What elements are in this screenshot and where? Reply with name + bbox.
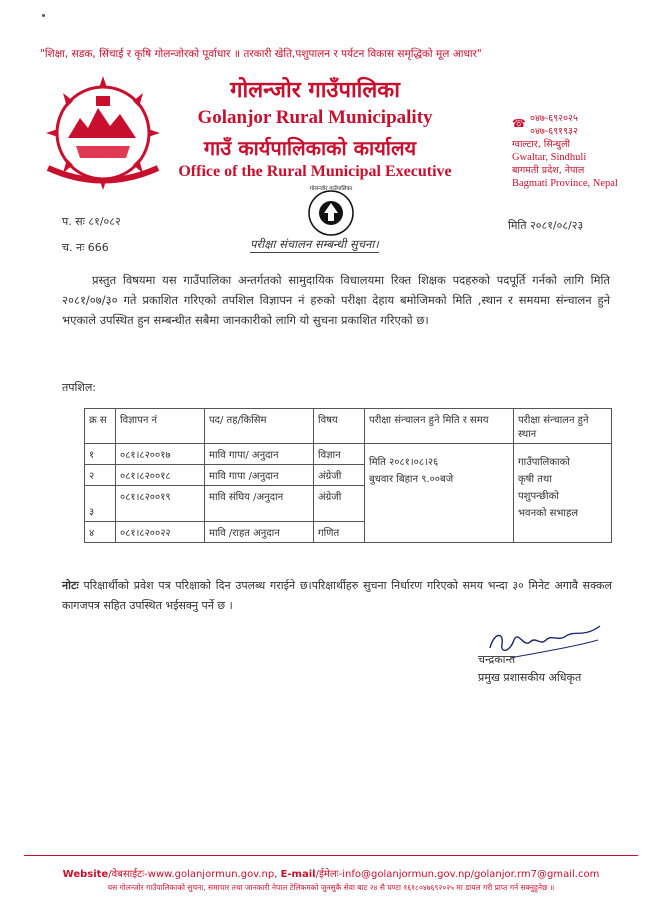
venue-line-2: कृषी तथा <box>518 474 552 485</box>
dispatch-number: च. नः 666 <box>62 241 109 254</box>
cell-subject: अंग्रेजी <box>314 465 365 486</box>
note-label: नोटः <box>62 579 79 592</box>
reference-number: प. सः ८१/०८२ <box>62 215 121 228</box>
header-sn: क्र स <box>85 409 116 444</box>
website-link[interactable]: www.golanjormun.gov.np, <box>147 869 278 880</box>
municipality-name-np: गोलन्जोर गाउँपालिका <box>230 78 400 103</box>
venue-line-1: गाउँपालिकाको <box>518 457 570 468</box>
cell-subject: विज्ञान <box>314 444 365 465</box>
header-exam-venue: परीक्षा संन्चालन हुने स्थान <box>514 409 612 444</box>
cell-ad-no: ०८१।८२००१७ <box>116 444 205 465</box>
footer-hotline-notice: यस गोलन्जोर गाउँपालिकाको सुचना, समाचार तथा जानकारी नेपाल टेलिकमको जुनसुकै सेवा बाट २४ सै घण्टा १६१८०४७६९२०२५ मा डायल गरी प्राप्त गर्न सक्नुहुनेछ ॥ <box>107 883 555 892</box>
cell-ad-no: ०८१।८२००१९ <box>116 486 205 522</box>
cell-post: मावि गापा /अनुदान <box>205 465 314 486</box>
footer-divider <box>24 855 638 856</box>
letter-date: मिति २०८१/०८/२३ <box>508 219 584 232</box>
municipality-logo <box>28 68 178 198</box>
cell-post: मावि संघिय /अनुदान <box>205 486 314 522</box>
slogan: "शिक्षा, सडक, सिंचाई र कृषि गोलन्जोरको पूर्वाधार ॥ तरकारी खेति,पशुपालन र पर्यटन विकास समृद्धिको मूल आधार" <box>40 48 482 60</box>
cell-ad-no: ०८१।८२००१८ <box>116 465 205 486</box>
scan-dot <box>42 14 45 17</box>
footer-contact <box>24 866 638 880</box>
cell-subject: गणित <box>314 522 365 543</box>
details-label: तपशिल: <box>62 381 97 394</box>
address-np-2: बागमती प्रदेश, नेपाल <box>512 165 585 176</box>
email-label-np: /ईमेलः- <box>315 869 343 880</box>
cell-sn: २ <box>85 465 116 486</box>
email-label: E-mail <box>280 869 316 880</box>
header-post: पद/ तह/किसिम <box>205 409 314 444</box>
cell-sn: १ <box>85 444 116 465</box>
note-paragraph <box>62 576 612 616</box>
exam-schedule-table <box>84 408 612 543</box>
venue-line-4: भवनको सभाहल <box>518 508 579 519</box>
telephone-icon: ☎ <box>512 117 526 130</box>
contact-block <box>512 112 642 190</box>
website-label: Website <box>62 869 109 880</box>
address-en-1: Gwaltar, Sindhuli <box>512 152 587 163</box>
phone-2: ०४७-६९१९३२ <box>530 126 578 137</box>
municipality-name-en: Golanjor Rural Municipality <box>197 107 433 128</box>
cell-sn: ४ <box>85 522 116 543</box>
signer-title: प्रमुख प्रशासकीय अधिकृत <box>478 671 582 684</box>
exam-date: मिति २०८१।०८।२६ <box>369 457 439 468</box>
cell-sn: ३ <box>85 486 116 522</box>
table-header-row <box>85 409 612 444</box>
office-stamp <box>288 183 374 243</box>
cell-subject: अंग्रेजी <box>314 486 365 522</box>
table-row <box>85 444 612 465</box>
cell-exam-venue <box>514 444 612 543</box>
office-name-en: Office of the Rural Municipal Executive <box>178 163 452 180</box>
header-exam-datetime: परीक्षा संन्चालन हुने मिति र समय <box>365 409 514 444</box>
cell-exam-datetime <box>365 444 514 543</box>
phone-1: ०४७-६९२०२५ <box>530 113 578 124</box>
website-label-np: /वेबसाईटः- <box>108 869 148 880</box>
header-ad-no: विज्ञापन नं <box>116 409 205 444</box>
note-text: परिक्षार्थीको प्रवेश पत्र परिक्षाको दिन उपलब्ध गराईने छ।परिक्षार्थीहरु सुचना निर्धारण गरिएको समय भन्दा ३० मिनेट अगावै सक्कल कागजपत्र सहित उपस्थित भईसक्नु पर्ने छ । <box>62 579 612 612</box>
address-en-2: Bagmati Province, Nepal <box>512 178 618 189</box>
stamp-text: गोलन्जोर गाउँपालिका <box>309 186 353 192</box>
signer-name: चन्द्रकान्त <box>478 653 516 666</box>
letter-body: प्रस्तुत विषयमा यस गाउँपालिका अन्तर्गतको सामुदायिक विधालयमा रिक्त शिक्षक पदहरुको पदपूर्ति गर्नको लागि मिति २०८१/०७/३० गते प्रकाशित गरिएको तपशिल विज्ञापन नं हरुको परीक्षा देहाय बमोजिमको मिति ,स्थान र समयमा संन्चालन हुने भएकाले उपस्थित हुन सम्बन्धीत सबैमा जानकारीको लागि यो सुचना प्रकाशित गरिएको छ। <box>62 273 610 327</box>
office-name-np: गाउँ कार्यपालिकाको कार्यालय <box>203 136 417 160</box>
cell-ad-no: ०८१।८२००२२ <box>116 522 205 543</box>
header-subject: विषय <box>314 409 365 444</box>
email-link[interactable]: info@golanjormun.gov.np/golanjor.rm7@gmail.com <box>342 869 600 880</box>
venue-line-3: पशुपन्छीको <box>518 491 559 502</box>
exam-time: बुधवार बिहान ९.००बजे <box>369 474 454 485</box>
address-np-1: ग्वाल्टार, सिन्धुली <box>512 139 570 150</box>
cell-post: मावि /राहत अनुदान <box>205 522 314 543</box>
cell-post: मावि गापा/ अनुदान <box>205 444 314 465</box>
letter-subject: परीक्षा संचालन सम्बन्धी सुचना। <box>250 237 379 251</box>
